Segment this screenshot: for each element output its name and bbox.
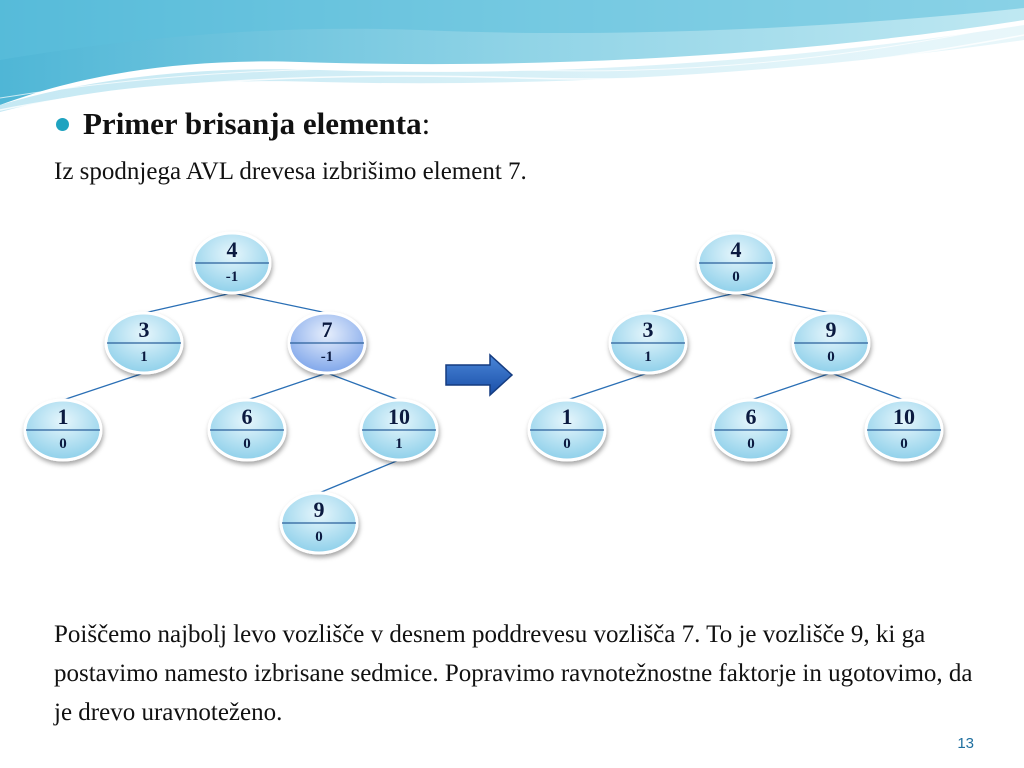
tree-edge	[327, 373, 399, 400]
bullet-icon	[56, 118, 69, 131]
explanation-text: Poiščemo najbolj levo vozlišče v desnem poddrevesu vozlišča 7. To je vozlišče 9, ki ga postavimo namesto izbrisane sedmice. Popravimo ravnotežnostne faktorje in ugotovimo, da je drevo uravnoteženo.	[54, 621, 973, 726]
heading-colon: :	[421, 106, 431, 141]
node-key: 6	[241, 404, 253, 429]
node-key: 3	[138, 317, 150, 342]
tree-edge	[247, 373, 327, 400]
tree-node-after-4	[698, 233, 774, 293]
tree-node-before-9	[281, 493, 357, 553]
node-key: 4	[226, 237, 238, 262]
page-number: 13	[957, 735, 974, 752]
header-wave-decoration	[0, 0, 1024, 120]
tree-node-after-3	[610, 313, 686, 373]
node-key: 6	[745, 404, 757, 429]
tree-node-before-3	[106, 313, 182, 373]
tree-edge	[751, 373, 831, 400]
node-balance: 1	[644, 349, 652, 365]
node-balance: 1	[140, 349, 148, 365]
node-key: 9	[313, 497, 325, 522]
tree-node-before-10	[361, 400, 437, 460]
node-balance: -1	[225, 269, 239, 285]
node-balance: 1	[395, 436, 403, 452]
tree-node-before-7	[289, 313, 365, 373]
node-key: 4	[730, 237, 742, 262]
tree-edge	[319, 460, 399, 493]
tree-node-before-6	[209, 400, 285, 460]
subtitle: Iz spodnjega AVL drevesa izbrišimo element 7.	[54, 158, 527, 185]
node-key: 10	[388, 404, 410, 429]
node-key: 1	[57, 404, 69, 429]
tree-edge	[567, 373, 648, 400]
tree-node-before-4	[194, 233, 270, 293]
avl-trees-diagram	[0, 220, 1024, 580]
tree-node-after-6	[713, 400, 789, 460]
node-balance: 0	[732, 269, 740, 285]
tree-edge	[144, 293, 232, 313]
tree-edge	[736, 293, 831, 313]
node-balance: 0	[827, 349, 835, 365]
node-balance: -1	[320, 349, 334, 365]
node-key: 7	[321, 317, 333, 342]
tree-node-after-10	[866, 400, 942, 460]
tree-edge	[831, 373, 904, 400]
heading-text: Primer brisanja elementa	[83, 106, 422, 141]
tree-node-after-1	[529, 400, 605, 460]
node-balance: 0	[747, 436, 755, 452]
node-balance: 0	[59, 436, 67, 452]
node-key: 1	[561, 404, 573, 429]
node-balance: 0	[243, 436, 251, 452]
slide-heading	[56, 106, 430, 142]
node-key: 9	[825, 317, 837, 342]
node-key: 3	[642, 317, 654, 342]
node-balance: 0	[900, 436, 908, 452]
tree-edge	[232, 293, 327, 313]
right-arrow-icon	[446, 355, 512, 395]
tree-node-before-1	[25, 400, 101, 460]
tree-edge	[648, 293, 736, 313]
node-balance: 0	[563, 436, 571, 452]
tree-node-after-9	[793, 313, 869, 373]
tree-edge	[63, 373, 144, 400]
node-key: 10	[893, 404, 915, 429]
node-balance: 0	[315, 529, 323, 545]
